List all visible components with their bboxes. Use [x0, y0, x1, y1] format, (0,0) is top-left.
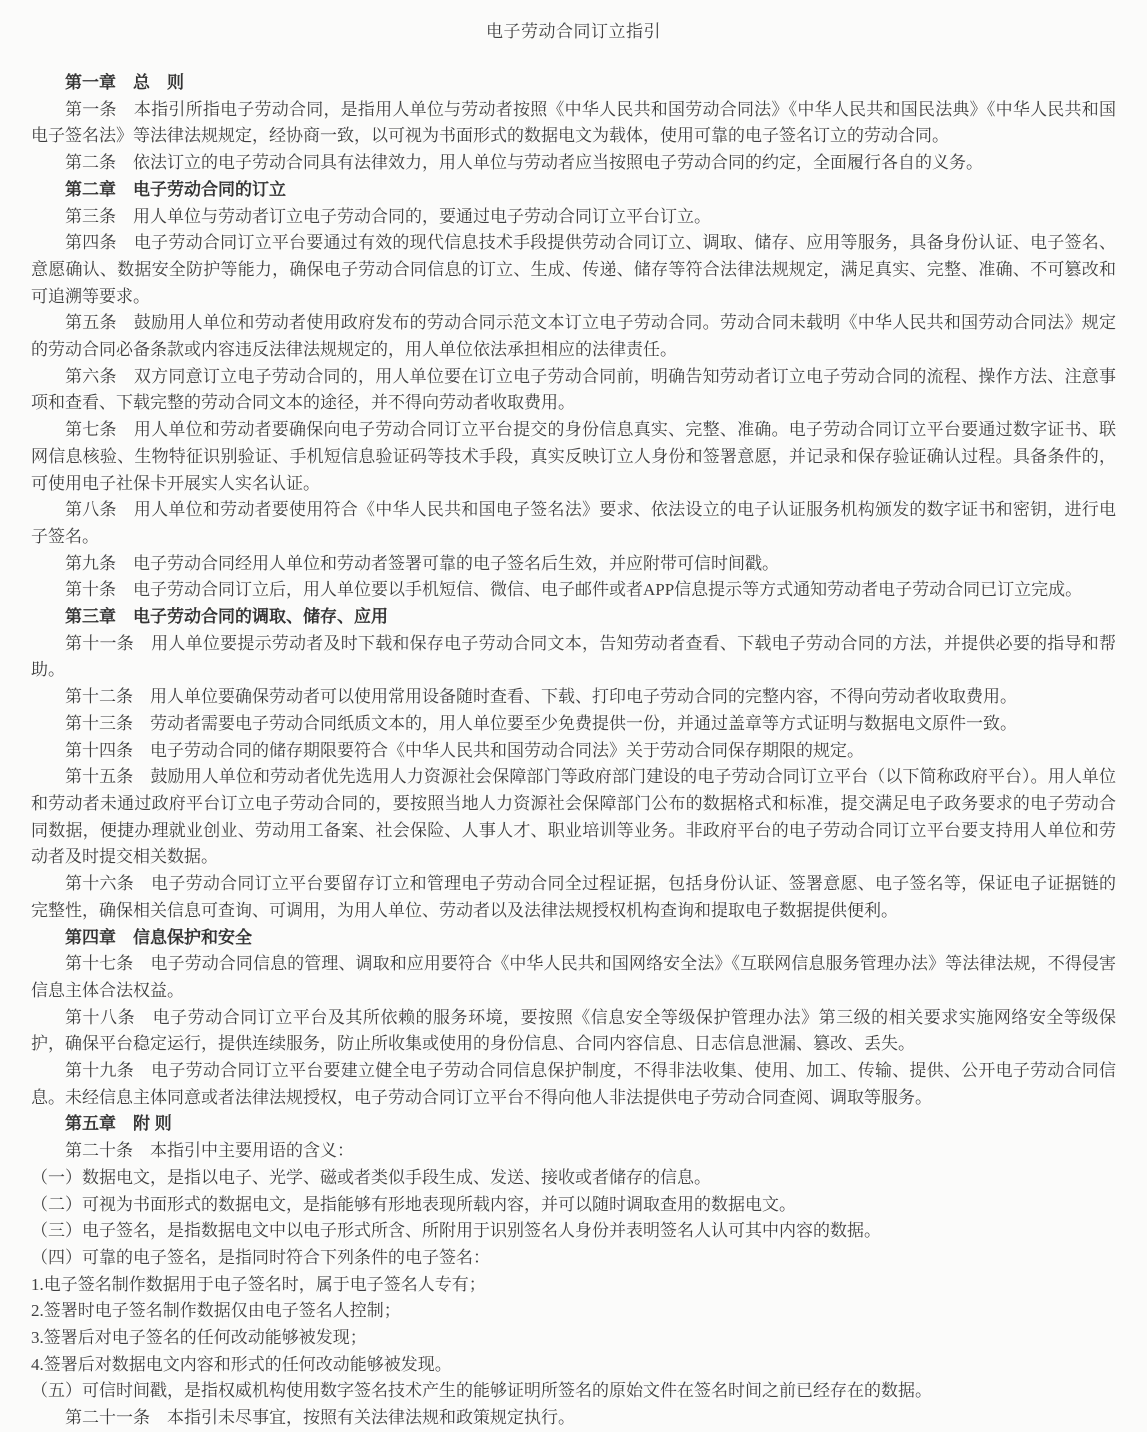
- definition-item: 4.签署后对数据电文内容和形式的任何改动能够被发现。: [31, 1354, 452, 1374]
- definition-item: 3.签署后对电子签名的任何改动能够被发现；: [31, 1328, 367, 1348]
- chapter-heading: 第二章 电子劳动合同的订立: [65, 179, 286, 199]
- article-paragraph: 第二十条 本指引中主要用语的含义：: [65, 1141, 354, 1161]
- article-paragraph: 第四条 电子劳动合同订立平台要通过有效的现代信息技术手段提供劳动合同订立、调取、储存、应用等服务，具备身份认证、电子签名、意愿确认、数据安全防护等能力，确保电子劳动合同信息的订立、生成、传递、储存等符合法律法规规定，满足真实、完整、准确、不可篡改和可追溯等要求。: [31, 233, 1116, 306]
- article-paragraph: 第二十一条 本指引未尽事宜，按照有关法律法规和政策规定执行。: [65, 1408, 575, 1428]
- article-paragraph: 第十八条 电子劳动合同订立平台及其所依赖的服务环境，要按照《信息安全等级保护管理办法》第三级的相关要求实施网络安全等级保护，确保平台稳定运行，提供连续服务，防止所收集或使用的身份信息、合同内容信息、日志信息泄漏、篡改、丢失。: [31, 1007, 1116, 1054]
- article-paragraph: 第二条 依法订立的电子劳动合同具有法律效力，用人单位与劳动者应当按照电子劳动合同的约定，全面履行各自的义务。: [65, 153, 983, 173]
- article-paragraph: 第十六条 电子劳动合同订立平台要留存订立和管理电子劳动合同全过程证据，包括身份认证、签署意愿、电子签名等，保证电子证据链的完整性，确保相关信息可查询、可调用，为用人单位、劳动者以及法律法规授权机构查询和提取电子数据提供便利。: [31, 874, 1116, 920]
- article-paragraph: 第八条 用人单位和劳动者要使用符合《中华人民共和国电子签名法》要求、依法设立的电子认证服务机构颁发的数字证书和密钥，进行电子签名。: [31, 500, 1116, 546]
- article-paragraph: 第六条 双方同意订立电子劳动合同的，用人单位要在订立电子劳动合同前，明确告知劳动者订立电子劳动合同的流程、操作方法、注意事项和查看、下载完整的劳动合同文本的途径，并不得向劳动者收取费用。: [31, 366, 1116, 413]
- article-paragraph: 第十五条 鼓励用人单位和劳动者优先选用人力资源社会保障部门等政府部门建设的电子劳动合同订立平台（以下简称政府平台）。用人单位和劳动者未通过政府平台订立电子劳动合同的，要按照当地人力资源社会保障部门公布的数据格式和标准，提交满足电子政务要求的电子劳动合同数据，便捷办理就业创业、劳动用工备案、社会保险、人事人才、职业培训等业务。非政府平台的电子劳动合同订立平台要支持用人单位和劳动者及时提交相关数据。: [31, 767, 1116, 867]
- definition-item: （二）可视为书面形式的数据电文，是指能够有形地表现所载内容，并可以随时调取查用的数据电文。: [31, 1194, 796, 1214]
- document-title: 电子劳动合同订立指引: [486, 22, 661, 41]
- article-paragraph: 第十七条 电子劳动合同信息的管理、调取和应用要符合《中华人民共和国网络安全法》《互联网信息服务管理办法》等法律法规，不得侵害信息主体合法权益。: [31, 954, 1116, 1000]
- definition-item: （一）数据电文，是指以电子、光学、磁或者类似手段生成、发送、接收或者储存的信息。: [31, 1167, 711, 1187]
- definition-item: 1.电子签名制作数据用于电子签名时，属于电子签名人专有；: [31, 1274, 486, 1294]
- article-paragraph: 第五条 鼓励用人单位和劳动者使用政府发布的劳动合同示范文本订立电子劳动合同。劳动合同未载明《中华人民共和国劳动合同法》规定的劳动合同必备条款或内容违反法律法规规定的，用人单位依法承担相应的法律责任。: [31, 313, 1116, 360]
- article-paragraph: 第三条 用人单位与劳动者订立电子劳动合同的，要通过电子劳动合同订立平台订立。: [65, 206, 711, 226]
- chapter-heading: 第四章 信息保护和安全: [65, 927, 252, 947]
- definition-item: 2.签署时电子签名制作数据仅由电子签名人控制；: [31, 1301, 401, 1321]
- article-paragraph: 第十二条 用人单位要确保劳动者可以使用常用设备随时查看、下载、打印电子劳动合同的完整内容，不得向劳动者收取费用。: [65, 687, 1017, 707]
- chapter-heading: 第一章 总 则: [65, 73, 184, 92]
- article-paragraph: 第七条 用人单位和劳动者要确保向电子劳动合同订立平台提交的身份信息真实、完整、准确。电子劳动合同订立平台要通过数字证书、联网信息核验、生物特征识别验证、手机短信息验证码等技术手段，真实反映订立人身份和签署意愿，并记录和保存验证确认过程。具备条件的，可使用电子社保卡开展实人实名认证。: [31, 420, 1116, 493]
- article-paragraph: 第十三条 劳动者需要电子劳动合同纸质文本的，用人单位要至少免费提供一份，并通过盖章等方式证明与数据电文原件一致。: [65, 713, 1017, 733]
- definition-item: （四）可靠的电子签名，是指同时符合下列条件的电子签名：: [31, 1247, 490, 1267]
- article-paragraph: 第一条 本指引所指电子劳动合同，是指用人单位与劳动者按照《中华人民共和国劳动合同法》《中华人民共和国民法典》《中华人民共和国电子签名法》等法律法规规定，经协商一致，以可视为书面形式的数据电文为载体，使用可靠的电子签名订立的劳动合同。: [31, 99, 1116, 146]
- definition-item: （三）电子签名，是指数据电文中以电子形式所含、所附用于识别签名人身份并表明签名人认可其中内容的数据。: [31, 1221, 881, 1241]
- article-paragraph: 第十条 电子劳动合同订立后，用人单位要以手机短信、微信、电子邮件或者APP信息提示等方式通知劳动者电子劳动合同已订立完成。: [65, 580, 1083, 600]
- article-paragraph: 第九条 电子劳动合同经用人单位和劳动者签署可靠的电子签名后生效，并应附带可信时间戳。: [65, 553, 779, 573]
- article-paragraph: 第十四条 电子劳动合同的储存期限要符合《中华人民共和国劳动合同法》关于劳动合同保存期限的规定。: [65, 740, 864, 760]
- chapter-heading: 第五章 附 则: [65, 1114, 172, 1134]
- article-paragraph: 第十一条 用人单位要提示劳动者及时下载和保存电子劳动合同文本，告知劳动者查看、下载电子劳动合同的方法，并提供必要的指导和帮助。: [31, 633, 1116, 680]
- definition-item: （五）可信时间戳，是指权威机构使用数字签名技术产生的能够证明所签名的原始文件在签名时间之前已经存在的数据。: [31, 1381, 932, 1401]
- article-paragraph: 第十九条 电子劳动合同订立平台要建立健全电子劳动合同信息保护制度，不得非法收集、使用、加工、传输、提供、公开电子劳动合同信息。未经信息主体同意或者法律法规授权，电子劳动合同订立平台不得向他人非法提供电子劳动合同查阅、调取等服务。: [31, 1061, 1116, 1107]
- chapter-heading: 第三章 电子劳动合同的调取、储存、应用: [65, 607, 388, 627]
- document-body: [31, 70, 1116, 1432]
